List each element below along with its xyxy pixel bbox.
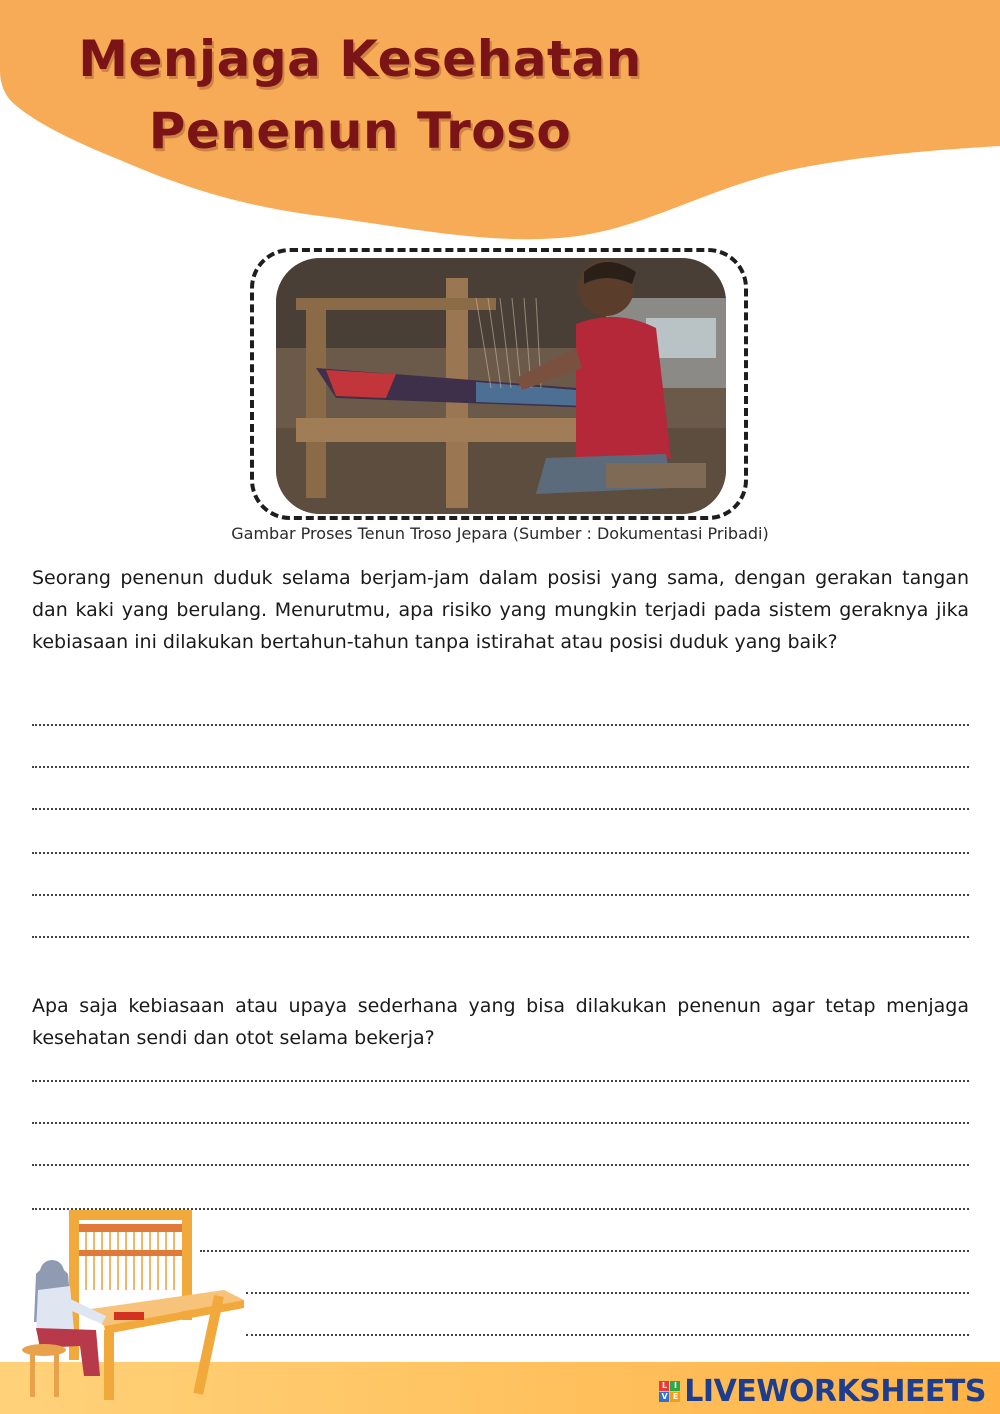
- question-2-text: Apa saja kebiasaan atau upaya sederhana yang bisa dilakukan penenun agar tetap menjaga kesehatan sendi dan otot selama bekerja?: [32, 995, 969, 1049]
- answer-line[interactable]: [32, 852, 969, 854]
- weaver-loom-illustration: [14, 1200, 264, 1405]
- question-1-text: Seorang penenun duduk selama berjam-jam dalam posisi yang sama, dengan gerakan tangan dan kaki yang berulang. Menurutmu, apa risiko yang mungkin terjadi pada sistem geraknya jika kebiasaan ini dilakukan bertahun-tahun tanpa istirahat atau posisi duduk yang baik?: [32, 567, 969, 653]
- liveworksheets-brand-text: LIVEWORKSHEETS: [684, 1374, 986, 1409]
- answer-line[interactable]: [32, 1080, 969, 1082]
- photo-caption: Gambar Proses Tenun Troso Jepara (Sumber : Dokumentasi Pribadi): [231, 524, 769, 543]
- answer-line[interactable]: [32, 894, 969, 896]
- answer-line[interactable]: [246, 1334, 969, 1336]
- weaving-photo: [276, 258, 726, 514]
- worksheet-title-line-2: Penenun Troso: [148, 102, 572, 160]
- answer-line[interactable]: [32, 766, 969, 768]
- answer-line[interactable]: [32, 724, 969, 726]
- answer-line[interactable]: [246, 1292, 969, 1294]
- answer-line[interactable]: [32, 1122, 969, 1124]
- answer-line[interactable]: [200, 1250, 969, 1252]
- worksheet-title-line-1: Menjaga Kesehatan: [78, 30, 642, 88]
- answer-line[interactable]: [32, 1164, 969, 1166]
- liveworksheets-mark-icon: L I V E: [659, 1381, 680, 1402]
- answer-line[interactable]: [32, 808, 969, 810]
- liveworksheets-logo[interactable]: [659, 1374, 986, 1409]
- answer-line[interactable]: [32, 936, 969, 938]
